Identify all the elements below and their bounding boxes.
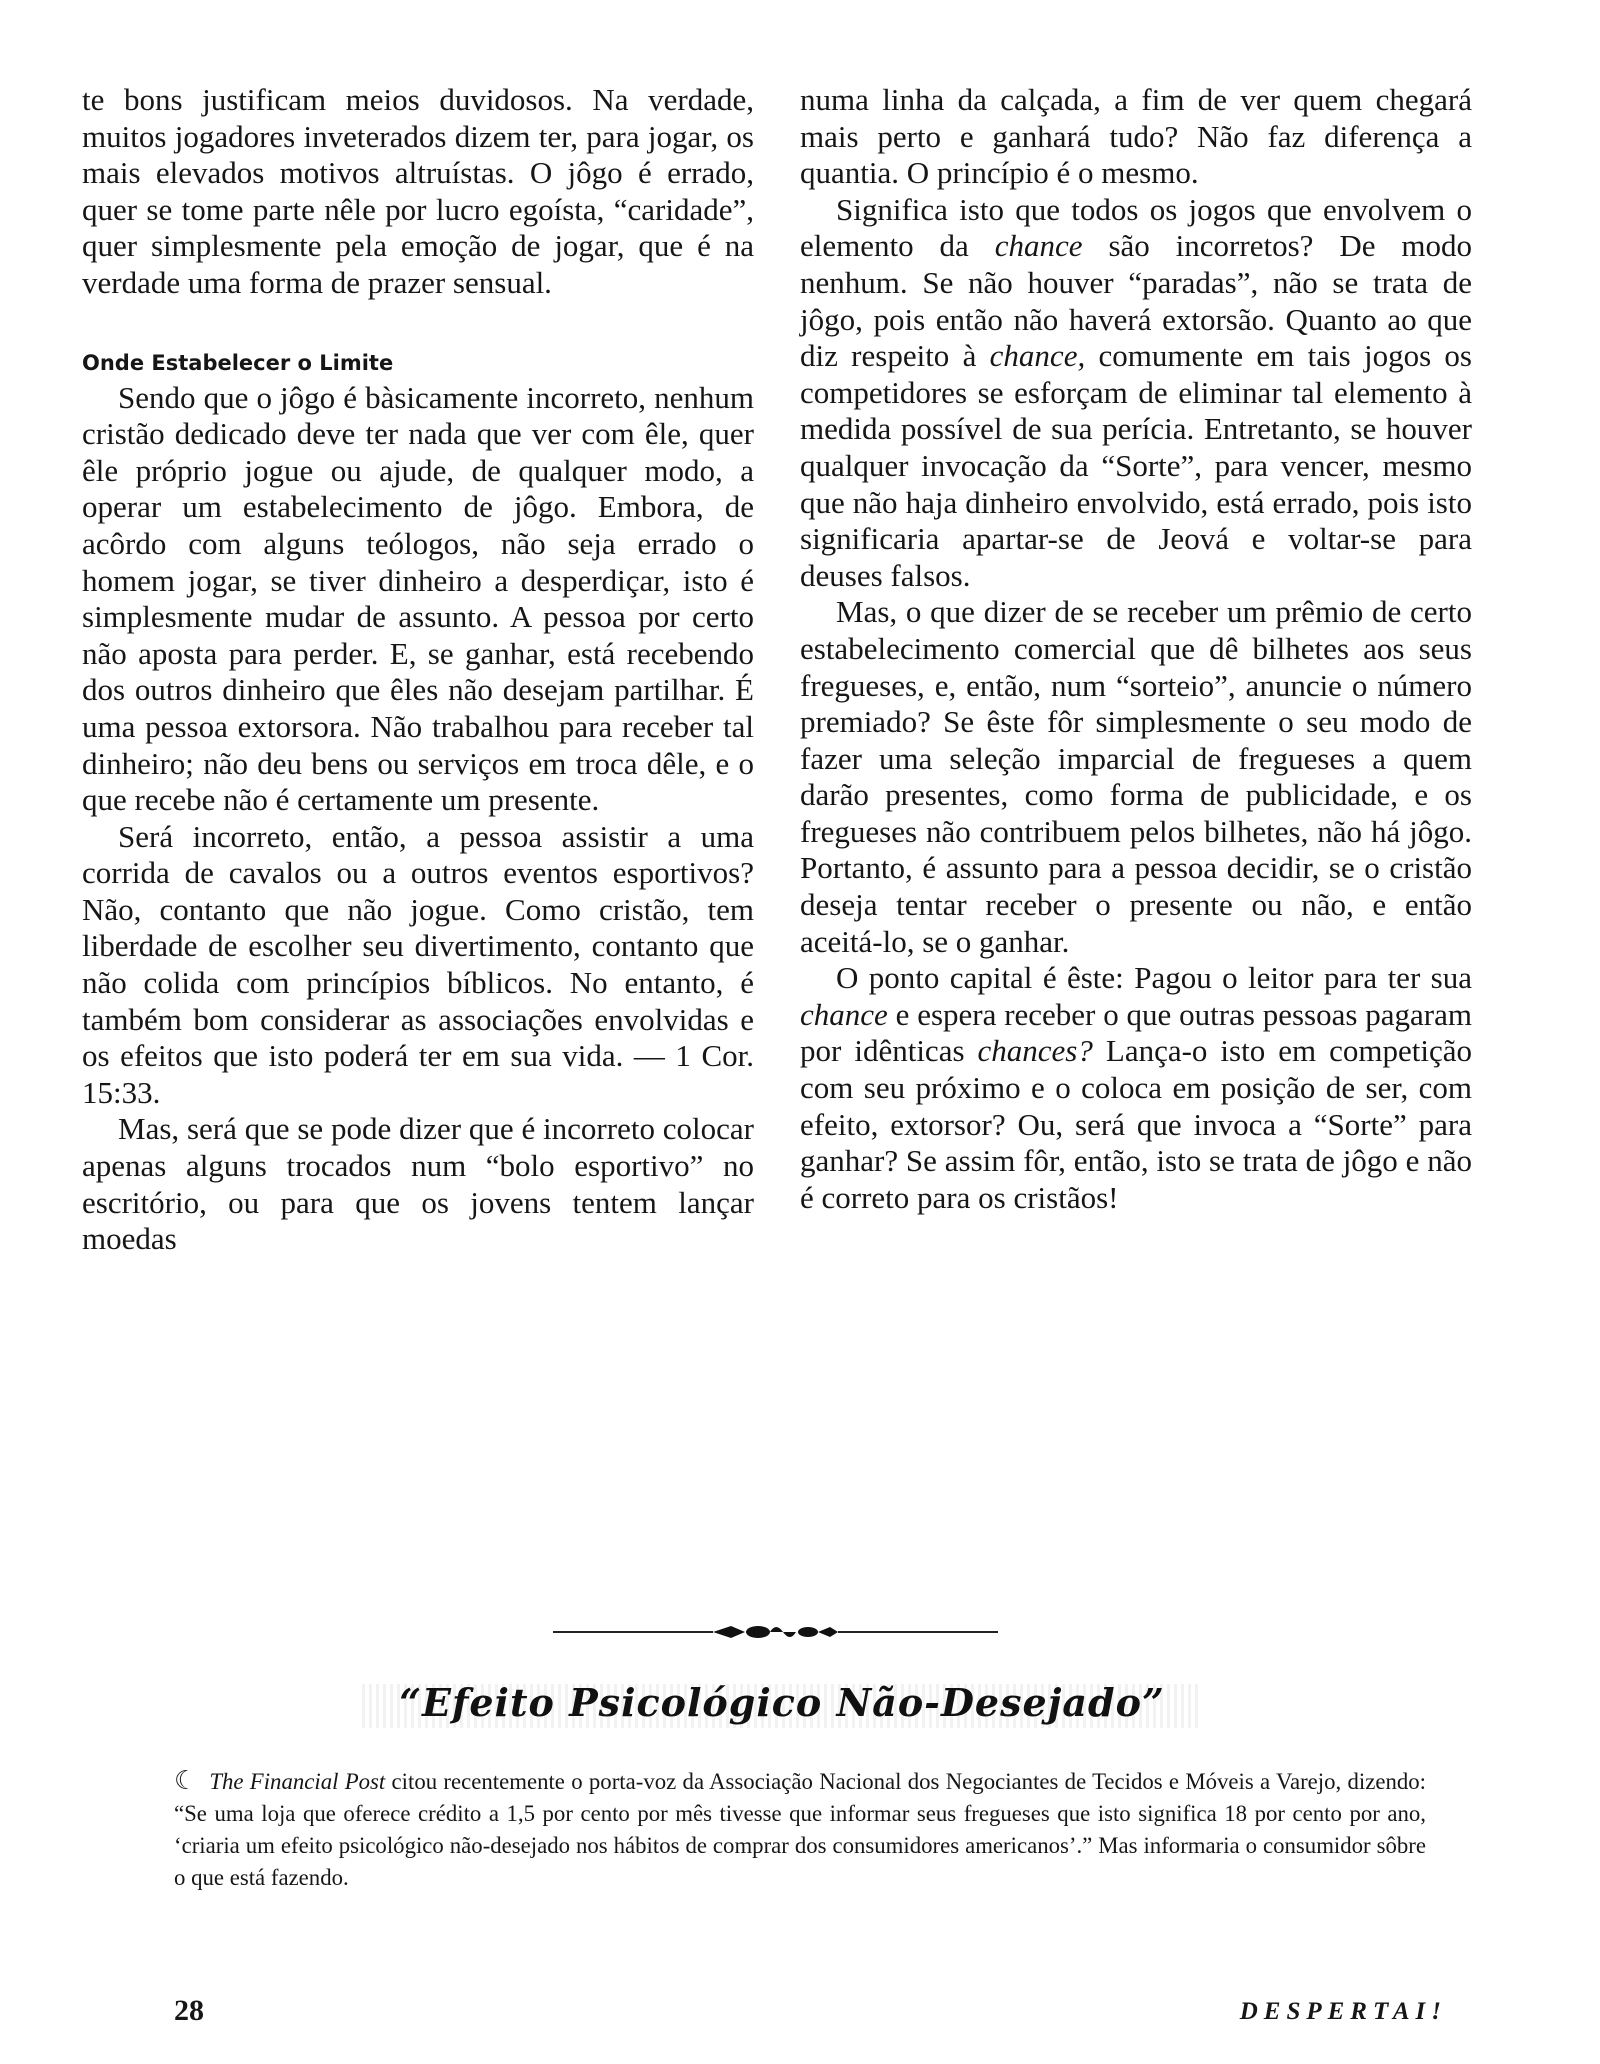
box-body: citou recentemente o porta-voz da Associação Nacional dos Negociantes de Tecidos e Móveis a Varejo, dizendo: “Se uma loja que oferece crédito a 1,5 por cento por mês tivesse que informar seus fregueses que isto significa 18 por cento por ano, ‘criaria um efeito psicológico não-desejado nos hábitos de comprar dos consumidores americanos’.” Mas informaria o consumidor sôbre o que está fazendo. — [174, 1769, 1427, 1890]
text-run: O ponto capital é êste: Pagou o leitor para ter sua — [836, 960, 1472, 996]
italic-term: chance, — [989, 338, 1086, 374]
box-paragraph — [174, 1765, 1426, 1894]
section-subheading: Onde Estabelecer o Limite — [82, 350, 394, 375]
text-run: comumente em tais jogos os competidores se esforçam de eliminar tal elemento à medida possível de sua perícia. Entretanto, se houver qualquer invocação da “Sorte”, para vencer, mesmo que não haja dinheiro envolvido, está errado, pois isto significaria apartar-se de Jeová e voltar-se para deuses falsos. — [800, 338, 1472, 593]
right-column — [800, 82, 1472, 1216]
text-run: são incorretos? De modo nenhum. Se não houver “paradas”, não se trata de jôgo, pois então não haverá extorsão. Quanto ao que diz respeito à — [800, 228, 1472, 374]
right-paragraph-3: Mas, o que dizer de se receber um prêmio de certo estabelecimento comercial que dê bilhetes aos seus fregueses, e, então, num “sorteio”, anuncie o número premiado? Se êste fôr simplesmente o seu modo de fazer uma seleção imparcial de fregueses a quem darão presentes, como forma de publicidade, e os fregueses não contribuem pelos bilhetes, não há jôgo. Portanto, é assunto para a pessoa decidir, se o cristão deseja tentar receber o presente ou não, e então aceitá-lo, se o ganhar. — [800, 594, 1472, 959]
italic-term: chances? — [977, 1033, 1093, 1069]
left-column — [82, 82, 754, 1258]
page-number: 28 — [174, 1994, 204, 2027]
magazine-name: DESPERTAI! — [1239, 1998, 1447, 2025]
left-paragraph-4: Mas, será que se pode dizer que é incorreto colocar apenas alguns trocados num “bolo esportivo” no escritório, ou para que os jovens tentem lançar moedas — [82, 1111, 754, 1257]
paragraph-marker-icon: ☾ — [174, 1766, 198, 1795]
left-paragraph-1: te bons justificam meios duvidosos. Na verdade, muitos jogadores inveterados dizem ter, para jogar, os mais elevados motivos altruístas. O jôgo é errado, quer se tome parte nêle por lucro egoísta, “caridade”, quer simplesmente pela emoção de jogar, que é na verdade uma forma de prazer sensual. — [82, 82, 754, 300]
text-run: Lança-o isto em competição com seu próximo e o coloca em posição de ser, com efeito, extorsor? Ou, será que invoca a “Sorte” para ganhar? Se assim fôr, então, isto se trata de jôgo e não é correto para os cristãos! — [800, 1033, 1472, 1215]
right-paragraph-1: numa linha da calçada, a fim de ver quem chegará mais perto e ganhará tudo? Não faz diferença a quantia. O princípio é o mesmo. — [800, 82, 1472, 191]
text-run: e espera receber o que outras pessoas pagaram por idênticas — [800, 996, 1472, 1069]
ornament-divider — [553, 1619, 998, 1645]
source-publication: The Financial Post — [209, 1769, 386, 1794]
text-run: Significa isto que todos os jogos que envolvem o elemento da — [800, 191, 1472, 264]
box-title: “Efeito Psicológico Não-Desejado” — [399, 1680, 1165, 1725]
left-paragraph-3: Será incorreto, então, a pessoa assistir a uma corrida de cavalos ou a outros eventos esportivos? Não, contanto que não jogue. Como cristão, tem liberdade de escolher seu divertimento, contanto que não colida com princípios bíblicos. No entanto, é também bom considerar as associações envolvidas e os efeitos que isto poderá ter em sua vida. — 1 Cor. 15:33. — [82, 818, 754, 1110]
left-paragraph-2: Sendo que o jôgo é bàsicamente incorreto, nenhum cristão dedicado deve ter nada que ver com êle, quer êle próprio jogue ou ajude, de qualquer modo, a operar um estabelecimento de jôgo. Embora, de acôrdo com alguns teólogos, não seja errado o homem jogar, se tiver dinheiro a desperdiçar, isto é simplesmente mudar de assunto. A pessoa por certo não aposta para perder. E, se ganhar, está recebendo dos outros dinheiro que êles não desejam partilhar. É uma pessoa extorsora. Não trabalhou para receber tal dinheiro; não deu bens ou serviços em troca dêle, e o que recebe não é certamente um presente. — [82, 379, 754, 818]
italic-term: chance — [800, 996, 888, 1032]
right-paragraph-4 — [800, 960, 1472, 1216]
right-paragraph-2 — [800, 192, 1472, 595]
italic-term: chance — [994, 228, 1083, 264]
